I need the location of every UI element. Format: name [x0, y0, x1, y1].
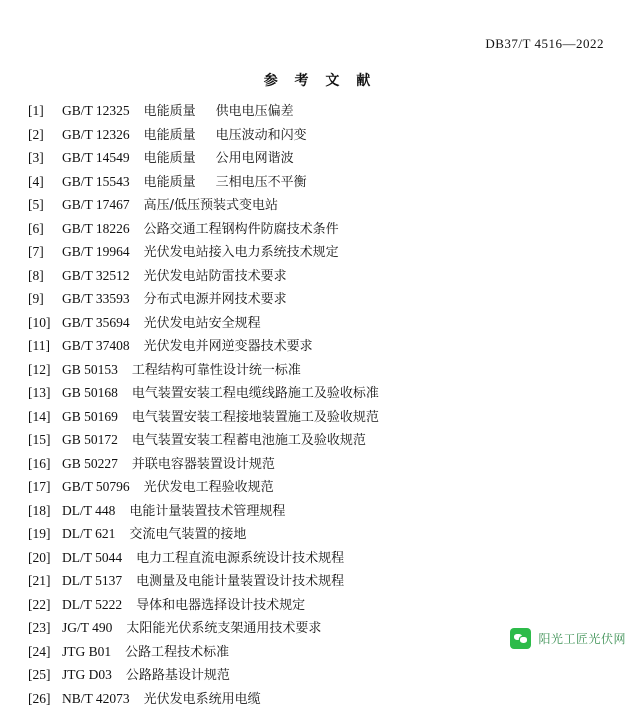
- reference-item: [28, 218, 620, 242]
- reference-standard-code: JG/T 490: [62, 620, 112, 636]
- reference-standard-code: JTG D03: [62, 667, 112, 683]
- reference-number: [18]: [28, 503, 62, 519]
- reference-item: [28, 570, 620, 594]
- reference-title: [144, 312, 261, 331]
- reference-item: [28, 124, 620, 148]
- reference-title-main: 电气装置安装工程蓄电池施工及验收规范: [132, 433, 366, 448]
- reference-title: [132, 359, 301, 378]
- reference-number: [17]: [28, 479, 62, 495]
- reference-number: [10]: [28, 315, 62, 331]
- reference-number: [14]: [28, 409, 62, 425]
- reference-title: [136, 570, 344, 589]
- reference-item: [28, 664, 620, 688]
- leaf-logo-icon: [510, 628, 531, 649]
- reference-standard-code: DL/T 448: [62, 503, 115, 519]
- reference-item: [28, 100, 620, 124]
- reference-title-main: 工程结构可靠性设计统一标准: [132, 363, 301, 378]
- reference-item: [28, 382, 620, 406]
- reference-title-main: 太阳能光伏系统支架通用技术要求: [126, 621, 321, 636]
- reference-item: [28, 500, 620, 524]
- reference-title: [132, 429, 366, 448]
- reference-title: [144, 241, 339, 260]
- reference-title: [144, 335, 313, 354]
- reference-item: [28, 312, 620, 336]
- reference-standard-code: NB/T 42073: [62, 691, 130, 707]
- reference-standard-code: GB/T 33593: [62, 291, 130, 307]
- reference-number: [3]: [28, 150, 62, 166]
- reference-title: [144, 218, 339, 237]
- reference-standard-code: GB 50153: [62, 362, 118, 378]
- reference-item: [28, 147, 620, 171]
- reference-number: [25]: [28, 667, 62, 683]
- reference-item: [28, 688, 620, 711]
- reference-item: [28, 359, 620, 383]
- reference-item: [28, 406, 620, 430]
- reference-standard-code: GB/T 35694: [62, 315, 130, 331]
- reference-title-main: 并联电容器装置设计规范: [132, 457, 275, 472]
- reference-standard-code: DL/T 621: [62, 526, 115, 542]
- reference-item: [28, 429, 620, 453]
- reference-number: [7]: [28, 244, 62, 260]
- reference-title-main: 电能质量: [144, 104, 196, 119]
- reference-item: [28, 241, 620, 265]
- reference-standard-code: JTG B01: [62, 644, 111, 660]
- reference-standard-code: GB/T 14549: [62, 150, 130, 166]
- reference-number: [20]: [28, 550, 62, 566]
- reference-number: [1]: [28, 103, 62, 119]
- reference-title-sub: 供电电压偏差: [216, 104, 294, 119]
- reference-item: [28, 335, 620, 359]
- reference-title: [129, 500, 285, 519]
- reference-title-main: 导体和电器选择设计技术规定: [136, 598, 305, 613]
- reference-title-main: 公路交通工程钢构件防腐技术条件: [144, 222, 339, 237]
- reference-title: [144, 100, 294, 119]
- reference-standard-code: GB/T 18226: [62, 221, 130, 237]
- reference-title-main: 电能质量: [144, 175, 196, 190]
- reference-number: [26]: [28, 691, 62, 707]
- reference-title: [126, 617, 321, 636]
- reference-number: [2]: [28, 127, 62, 143]
- reference-title-main: 光伏发电工程验收规范: [144, 480, 274, 495]
- reference-item: [28, 453, 620, 477]
- reference-title: [132, 453, 275, 472]
- reference-item: [28, 265, 620, 289]
- reference-title-main: 电气装置安装工程接地装置施工及验收规范: [132, 410, 379, 425]
- reference-title: [144, 476, 274, 495]
- reference-title-sub: 三相电压不平衡: [216, 175, 307, 190]
- reference-standard-code: GB/T 12326: [62, 127, 130, 143]
- reference-number: [5]: [28, 197, 62, 213]
- reference-title-main: 电气装置安装工程电缆线路施工及验收标准: [132, 386, 379, 401]
- reference-standard-code: GB/T 37408: [62, 338, 130, 354]
- reference-title-main: 光伏发电系统用电缆: [144, 692, 261, 707]
- reference-number: [4]: [28, 174, 62, 190]
- reference-number: [9]: [28, 291, 62, 307]
- reference-number: [15]: [28, 432, 62, 448]
- reference-number: [19]: [28, 526, 62, 542]
- reference-standard-code: GB/T 12325: [62, 103, 130, 119]
- watermark: [510, 628, 626, 649]
- reference-number: [23]: [28, 620, 62, 636]
- reference-number: [13]: [28, 385, 62, 401]
- reference-title-main: 光伏发电站防雷技术要求: [144, 269, 287, 284]
- reference-item: [28, 171, 620, 195]
- reference-title: [144, 265, 287, 284]
- reference-standard-code: GB 50172: [62, 432, 118, 448]
- reference-title-main: 交流电气装置的接地: [129, 527, 246, 542]
- reference-item: [28, 288, 620, 312]
- reference-standard-code: GB/T 19964: [62, 244, 130, 260]
- reference-item: [28, 547, 620, 571]
- page-title: 参 考 文 献: [0, 70, 640, 90]
- reference-title: [132, 382, 379, 401]
- reference-item: [28, 523, 620, 547]
- reference-title-sub: 公用电网谐波: [216, 151, 294, 166]
- reference-standard-code: DL/T 5222: [62, 597, 122, 613]
- reference-title-sub: 电压波动和闪变: [216, 128, 307, 143]
- reference-title: [144, 124, 307, 143]
- reference-title: [144, 171, 307, 190]
- reference-title: [129, 523, 246, 542]
- reference-title-main: 电测量及电能计量装置设计技术规程: [136, 574, 344, 589]
- reference-number: [16]: [28, 456, 62, 472]
- reference-title: [125, 641, 229, 660]
- reference-number: [24]: [28, 644, 62, 660]
- reference-title: [132, 406, 379, 425]
- reference-number: [22]: [28, 597, 62, 613]
- reference-standard-code: DL/T 5137: [62, 573, 122, 589]
- reference-title: [144, 194, 278, 213]
- reference-number: [12]: [28, 362, 62, 378]
- reference-standard-code: GB 50227: [62, 456, 118, 472]
- reference-title-main: 电能计量装置技术管理规程: [129, 504, 285, 519]
- reference-standard-code: GB/T 17467: [62, 197, 130, 213]
- reference-number: [6]: [28, 221, 62, 237]
- reference-title: [144, 288, 287, 307]
- reference-number: [8]: [28, 268, 62, 284]
- reference-standard-code: GB 50168: [62, 385, 118, 401]
- reference-title: [136, 594, 305, 613]
- reference-item: [28, 194, 620, 218]
- reference-title: [144, 147, 294, 166]
- reference-title-main: 公路工程技术标准: [125, 645, 229, 660]
- reference-title: [136, 547, 344, 566]
- reference-title-main: 高压/低压预装式变电站: [144, 198, 278, 213]
- reference-item: [28, 594, 620, 618]
- reference-number: [11]: [28, 338, 62, 354]
- reference-standard-code: GB/T 15543: [62, 174, 130, 190]
- reference-title: [144, 688, 261, 707]
- reference-standard-code: DL/T 5044: [62, 550, 122, 566]
- reference-title: [126, 664, 230, 683]
- reference-standard-code: GB 50169: [62, 409, 118, 425]
- reference-title-main: 分布式电源并网技术要求: [144, 292, 287, 307]
- reference-title-main: 电力工程直流电源系统设计技术规程: [136, 551, 344, 566]
- reference-title-main: 光伏发电站安全规程: [144, 316, 261, 331]
- watermark-label: 阳光工匠光伏网: [538, 630, 626, 647]
- reference-item: [28, 476, 620, 500]
- reference-number: [21]: [28, 573, 62, 589]
- reference-title-main: 光伏发电并网逆变器技术要求: [144, 339, 313, 354]
- reference-list: [28, 100, 620, 711]
- page-header-standard-code: DB37/T 4516—2022: [485, 36, 604, 52]
- reference-title-main: 电能质量: [144, 128, 196, 143]
- reference-title-main: 电能质量: [144, 151, 196, 166]
- reference-standard-code: GB/T 32512: [62, 268, 130, 284]
- reference-title-main: 光伏发电站接入电力系统技术规定: [144, 245, 339, 260]
- reference-standard-code: GB/T 50796: [62, 479, 130, 495]
- reference-title-main: 公路路基设计规范: [126, 668, 230, 683]
